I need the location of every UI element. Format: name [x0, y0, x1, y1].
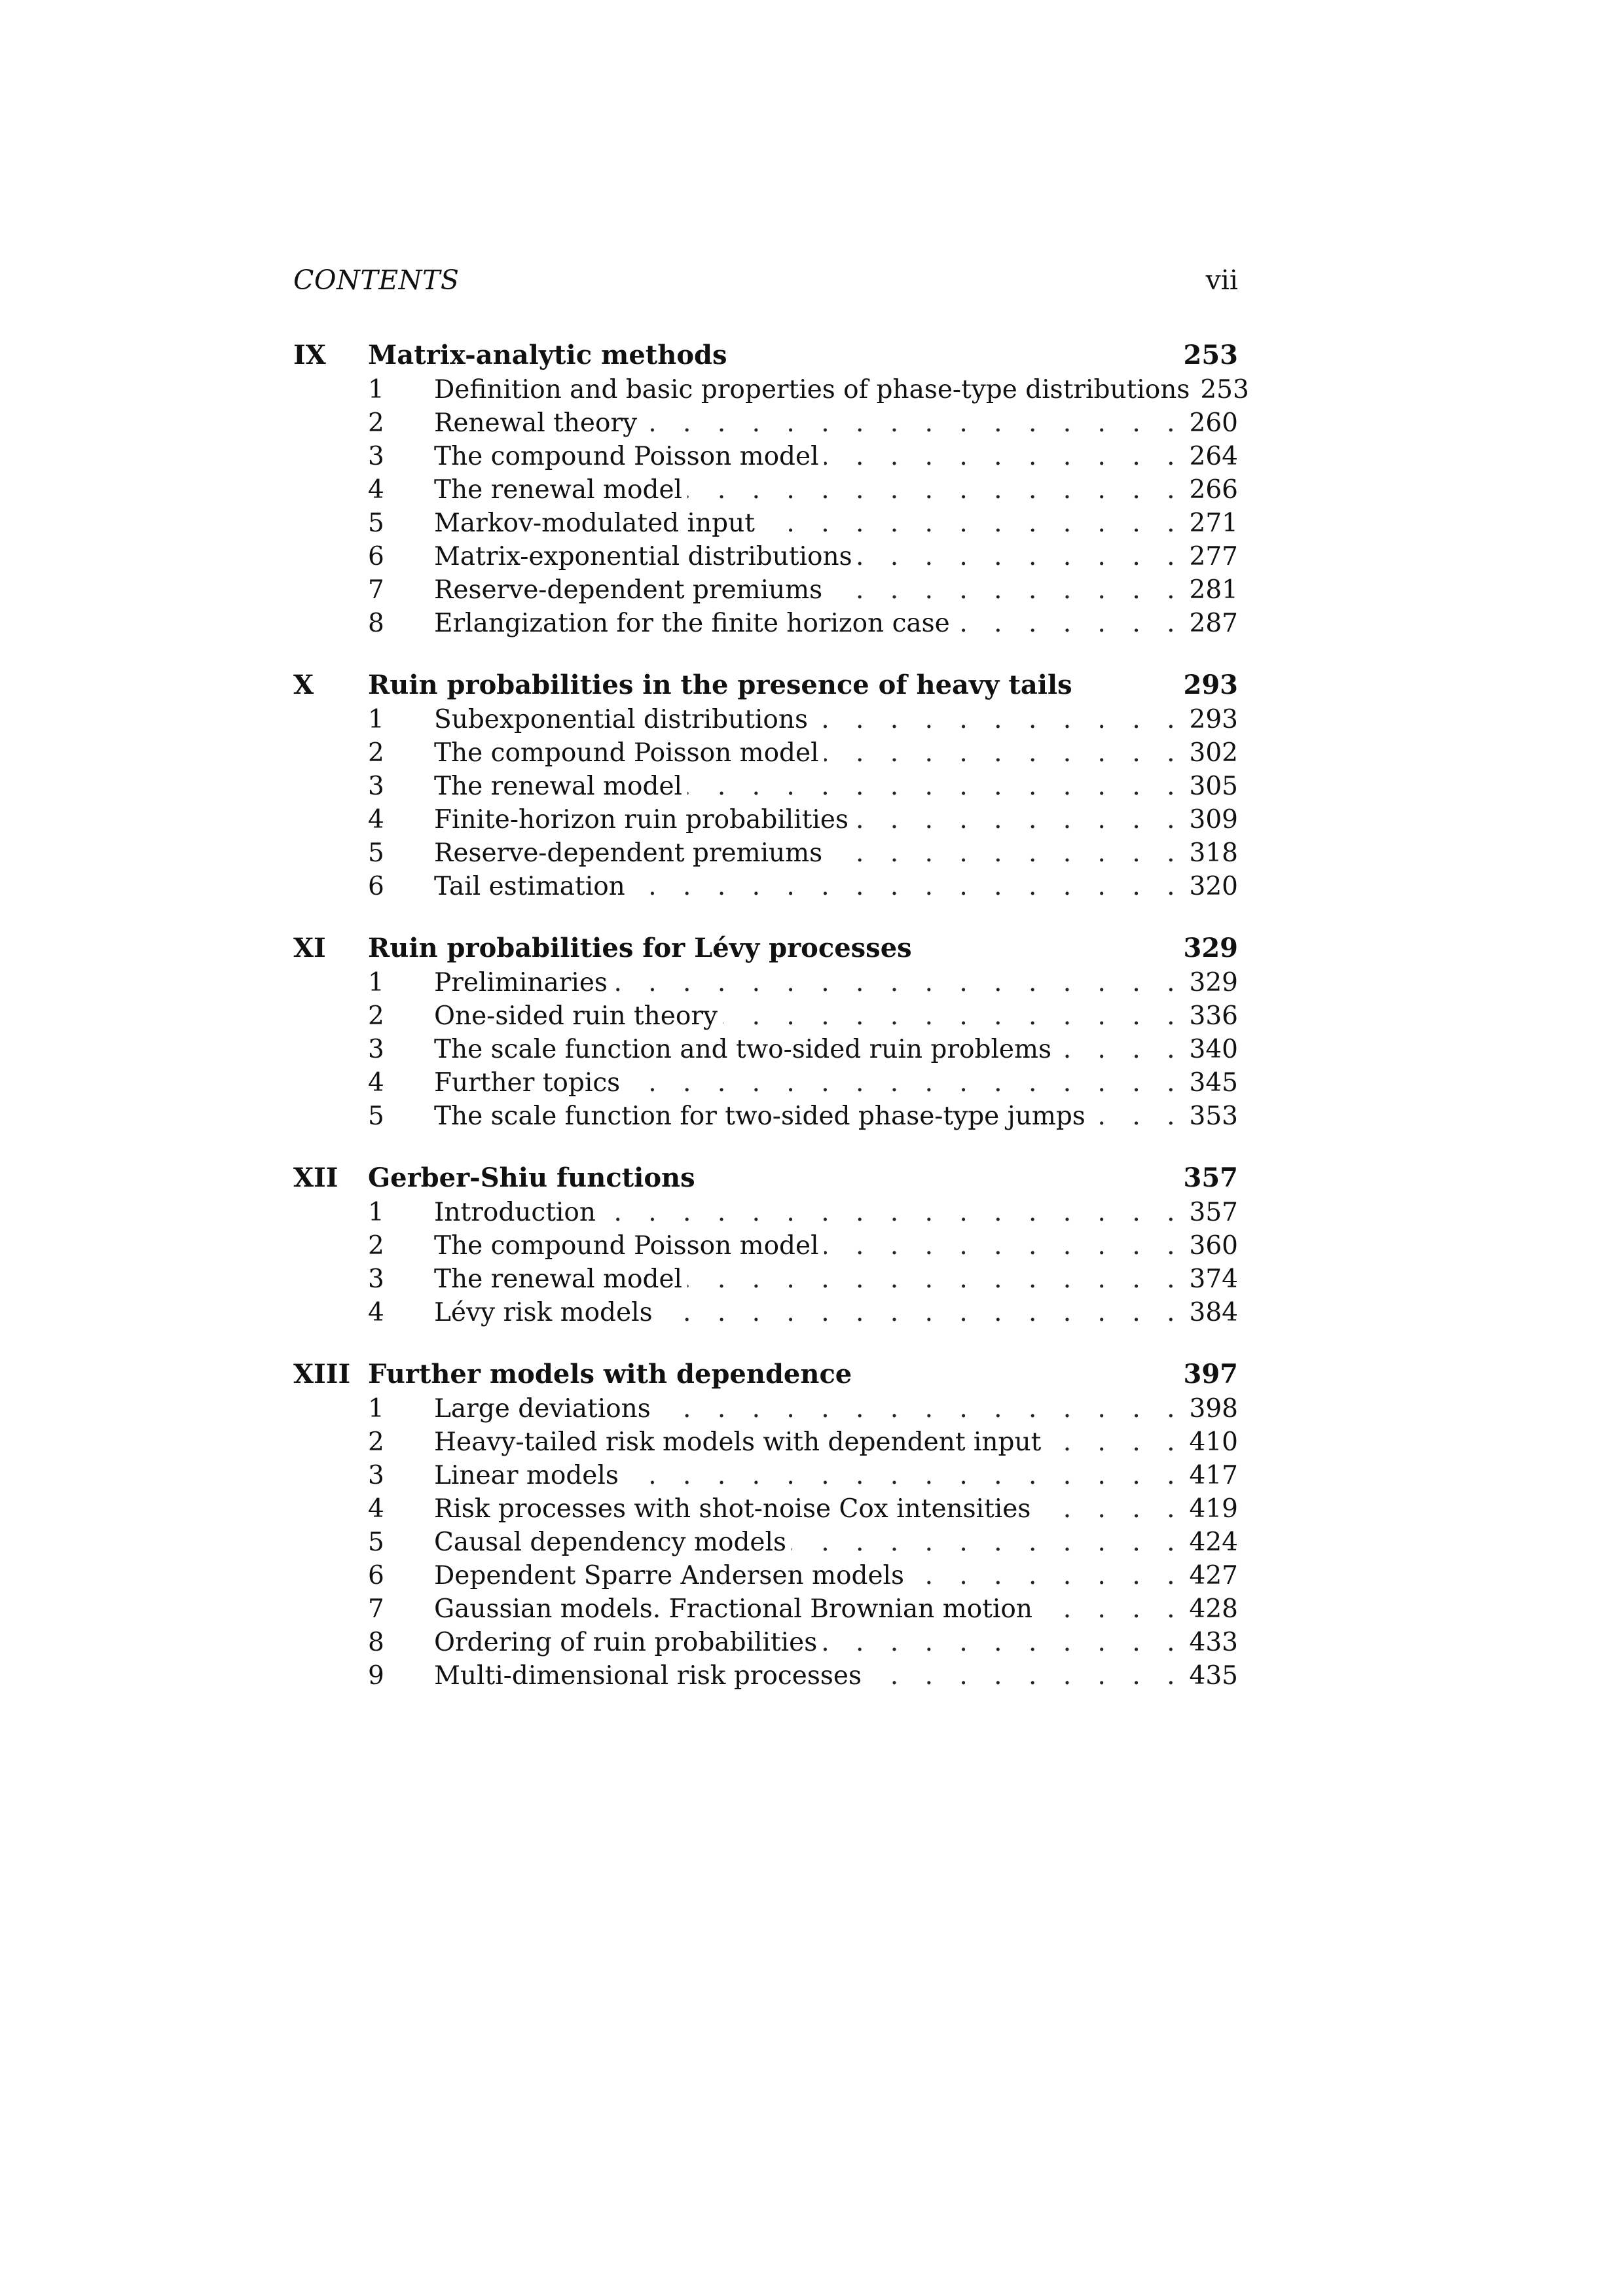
dot-leader	[867, 1659, 1184, 1693]
chapter-title: Further models with dependence	[368, 1359, 852, 1390]
running-head-title: CONTENTS	[293, 264, 460, 296]
chapter-title: Gerber-Shiu functions	[368, 1162, 695, 1193]
toc-section-entry	[293, 1033, 1238, 1066]
section-number: 5	[368, 838, 384, 868]
section-line	[434, 440, 1238, 473]
section-page: 309	[1189, 805, 1238, 834]
toc-section-entry	[293, 1296, 1238, 1329]
dot-leader	[687, 770, 1184, 803]
toc-chapter	[293, 1160, 1238, 1329]
section-number: 4	[368, 805, 384, 834]
section-page: 435	[1189, 1661, 1238, 1691]
dot-leader	[687, 1263, 1184, 1296]
chapter-page: 397	[1183, 1359, 1238, 1390]
section-title: Markov-modulated input	[434, 507, 760, 540]
dot-leader	[658, 1296, 1184, 1329]
dot-leader	[723, 999, 1184, 1033]
section-page: 253	[1200, 375, 1249, 404]
section-number: 3	[368, 1265, 384, 1294]
section-title: Dependent Sparre Andersen models	[434, 1559, 909, 1592]
running-head	[293, 259, 1238, 301]
toc-section-entry	[293, 373, 1249, 406]
section-title: Introduction	[434, 1196, 601, 1229]
section-number: 6	[368, 872, 384, 901]
section-page: 281	[1189, 575, 1238, 605]
toc-section-entry	[293, 1100, 1238, 1133]
dot-leader	[824, 1229, 1184, 1263]
section-line	[434, 1659, 1238, 1693]
section-number: 6	[368, 542, 384, 571]
toc-chapter	[293, 931, 1238, 1133]
section-line	[434, 966, 1238, 999]
section-page: 293	[1189, 705, 1238, 734]
section-number: 3	[368, 1461, 384, 1490]
section-line	[434, 1559, 1238, 1592]
toc-section-entry	[293, 540, 1238, 573]
toc-section-entry	[293, 703, 1238, 736]
section-page: 320	[1189, 872, 1238, 901]
section-title: Reserve-dependent premiums	[434, 573, 828, 607]
section-page: 360	[1189, 1231, 1238, 1261]
section-number: 5	[368, 509, 384, 538]
toc-section-entry	[293, 770, 1238, 803]
chapter-page: 357	[1183, 1162, 1238, 1193]
dot-leader	[909, 1559, 1184, 1592]
section-title: The renewal model	[434, 1263, 687, 1296]
section-page: 398	[1189, 1394, 1238, 1424]
section-number: 3	[368, 442, 384, 471]
section-line	[434, 573, 1238, 607]
chapter-number: XI	[293, 933, 326, 963]
toc-section-entry	[293, 1263, 1238, 1296]
section-title: The compound Poisson model	[434, 440, 824, 473]
section-line	[434, 1492, 1238, 1526]
toc-section-entry	[293, 573, 1238, 607]
section-number: 4	[368, 1068, 384, 1098]
section-title: Renewal theory	[434, 406, 642, 440]
section-title: One-sided ruin theory	[434, 999, 723, 1033]
section-number: 1	[368, 968, 384, 997]
section-number: 3	[368, 1035, 384, 1064]
toc-section-entry	[293, 1196, 1238, 1229]
section-line	[434, 1100, 1238, 1133]
section-number: 9	[368, 1661, 384, 1691]
dot-leader	[1091, 1100, 1184, 1133]
section-title: Further topics	[434, 1066, 625, 1100]
section-page: 264	[1189, 442, 1238, 471]
section-title: Erlangization for the finite horizon case	[434, 607, 955, 640]
section-line	[434, 1229, 1238, 1263]
toc-section-entry	[293, 507, 1238, 540]
section-title: Finite-horizon ruin probabilities	[434, 803, 854, 836]
section-title: The scale function for two-sided phase-type jumps	[434, 1100, 1091, 1133]
section-page: 433	[1189, 1628, 1238, 1657]
section-page: 428	[1189, 1594, 1238, 1624]
section-number: 7	[368, 1594, 384, 1624]
toc-section-entry	[293, 473, 1238, 507]
section-title: Large deviations	[434, 1392, 656, 1426]
section-title: Matrix-exponential distributions	[434, 540, 858, 573]
section-page: 336	[1189, 1001, 1238, 1031]
section-line	[434, 1459, 1238, 1492]
section-line	[434, 870, 1238, 903]
dot-leader	[625, 1066, 1184, 1100]
section-list	[293, 373, 1249, 640]
section-line	[434, 836, 1238, 870]
section-line	[434, 1263, 1238, 1296]
section-line	[434, 540, 1238, 573]
page-number: vii	[1205, 264, 1238, 296]
chapter-title: Ruin probabilities in the presence of heavy tails	[368, 670, 1072, 700]
toc-section-entry	[293, 607, 1238, 640]
section-number: 5	[368, 1102, 384, 1131]
toc-section-entry	[293, 1526, 1238, 1559]
section-title: The compound Poisson model	[434, 736, 824, 770]
section-title: Lévy risk models	[434, 1296, 658, 1329]
section-line	[434, 507, 1238, 540]
chapter-number: XIII	[293, 1359, 351, 1390]
section-title: Definition and basic properties of phase-type distributions	[434, 373, 1195, 406]
section-line	[434, 373, 1249, 406]
section-number: 1	[368, 375, 384, 404]
chapter-title: Matrix-analytic methods	[368, 340, 727, 370]
toc-section-entry	[293, 1492, 1238, 1526]
section-page: 353	[1189, 1102, 1238, 1131]
section-number: 2	[368, 1001, 384, 1031]
table-of-contents	[293, 338, 1249, 1720]
dot-leader	[613, 966, 1184, 999]
dot-leader	[687, 473, 1184, 507]
chapter-page: 253	[1183, 340, 1238, 370]
section-number: 6	[368, 1561, 384, 1590]
dot-leader	[630, 870, 1184, 903]
chapter-heading	[293, 1357, 1238, 1392]
section-line	[434, 703, 1238, 736]
section-page: 419	[1189, 1494, 1238, 1524]
section-page: 384	[1189, 1298, 1238, 1327]
chapter-page: 329	[1183, 933, 1238, 963]
section-number: 4	[368, 475, 384, 505]
chapter-heading	[293, 1160, 1238, 1196]
section-page: 329	[1189, 968, 1238, 997]
section-line	[434, 607, 1238, 640]
section-number: 8	[368, 609, 384, 638]
section-number: 1	[368, 1198, 384, 1227]
section-page: 260	[1189, 408, 1238, 438]
section-number: 4	[368, 1494, 384, 1524]
section-number: 7	[368, 575, 384, 605]
toc-section-entry	[293, 803, 1238, 836]
section-number: 1	[368, 705, 384, 734]
dot-leader	[813, 703, 1184, 736]
section-line	[434, 1033, 1238, 1066]
section-line	[434, 1526, 1238, 1559]
section-page: 374	[1189, 1265, 1238, 1294]
chapter-title: Ruin probabilities for Lévy processes	[368, 933, 912, 963]
section-line	[434, 1296, 1238, 1329]
section-line	[434, 999, 1238, 1033]
section-line	[434, 1626, 1238, 1659]
section-page: 318	[1189, 838, 1238, 868]
chapter-heading	[293, 338, 1238, 373]
section-title: Ordering of ruin probabilities	[434, 1626, 822, 1659]
section-list	[293, 1392, 1238, 1693]
toc-section-entry	[293, 836, 1238, 870]
section-number: 3	[368, 772, 384, 801]
dot-leader	[858, 540, 1184, 573]
dot-leader	[828, 573, 1184, 607]
section-page: 424	[1189, 1528, 1238, 1557]
section-page: 345	[1189, 1068, 1238, 1098]
chapter-heading	[293, 931, 1238, 966]
section-line	[434, 736, 1238, 770]
toc-section-entry	[293, 1066, 1238, 1100]
toc-section-entry	[293, 736, 1238, 770]
toc-section-entry	[293, 1626, 1238, 1659]
section-page: 340	[1189, 1035, 1238, 1064]
section-title: Multi-dimensional risk processes	[434, 1659, 867, 1693]
dot-leader	[760, 507, 1184, 540]
section-title: The renewal model	[434, 770, 687, 803]
section-page: 287	[1189, 609, 1238, 638]
section-number: 4	[368, 1298, 384, 1327]
section-line	[434, 1392, 1238, 1426]
dot-leader	[656, 1392, 1184, 1426]
section-page: 277	[1189, 542, 1238, 571]
section-page: 417	[1189, 1461, 1238, 1490]
dot-leader	[624, 1459, 1184, 1492]
toc-section-entry	[293, 1426, 1238, 1459]
toc-chapter	[293, 668, 1238, 903]
section-title: Risk processes with shot-noise Cox intensities	[434, 1492, 1036, 1526]
section-list	[293, 966, 1238, 1133]
section-number: 1	[368, 1394, 384, 1424]
toc-section-entry	[293, 1459, 1238, 1492]
toc-section-entry	[293, 440, 1238, 473]
section-number: 2	[368, 738, 384, 768]
section-page: 302	[1189, 738, 1238, 768]
section-line	[434, 803, 1238, 836]
toc-section-entry	[293, 966, 1238, 999]
section-line	[434, 406, 1238, 440]
section-line	[434, 1196, 1238, 1229]
dot-leader	[824, 440, 1184, 473]
section-title: Gaussian models. Fractional Brownian motion	[434, 1592, 1038, 1626]
dot-leader	[824, 736, 1184, 770]
chapter-heading	[293, 668, 1238, 703]
section-page: 305	[1189, 772, 1238, 801]
dot-leader	[601, 1196, 1184, 1229]
section-title: The renewal model	[434, 473, 687, 507]
dot-leader	[955, 607, 1184, 640]
toc-section-entry	[293, 406, 1238, 440]
toc-section-entry	[293, 1392, 1238, 1426]
dot-leader	[1038, 1592, 1184, 1626]
chapter-number: XII	[293, 1162, 338, 1193]
toc-chapter	[293, 1357, 1238, 1693]
chapter-number: X	[293, 670, 314, 700]
toc-section-entry	[293, 1592, 1238, 1626]
section-page: 410	[1189, 1427, 1238, 1457]
section-number: 8	[368, 1628, 384, 1657]
section-title: Tail estimation	[434, 870, 630, 903]
section-number: 2	[368, 408, 384, 438]
section-number: 2	[368, 1231, 384, 1261]
section-title: Subexponential distributions	[434, 703, 813, 736]
toc-section-entry	[293, 999, 1238, 1033]
dot-leader	[1046, 1426, 1184, 1459]
section-title: The scale function and two-sided ruin problems	[434, 1033, 1057, 1066]
chapter-page: 293	[1183, 670, 1238, 700]
section-page: 271	[1189, 509, 1238, 538]
section-line	[434, 770, 1238, 803]
section-number: 5	[368, 1528, 384, 1557]
chapter-number: IX	[293, 340, 326, 370]
toc-section-entry	[293, 870, 1238, 903]
section-line	[434, 1066, 1238, 1100]
section-page: 357	[1189, 1198, 1238, 1227]
section-number: 2	[368, 1427, 384, 1457]
section-list	[293, 1196, 1238, 1329]
toc-section-entry	[293, 1659, 1238, 1693]
section-line	[434, 1426, 1238, 1459]
section-title: Reserve-dependent premiums	[434, 836, 828, 870]
dot-leader	[828, 836, 1184, 870]
section-list	[293, 703, 1238, 903]
section-title: Preliminaries	[434, 966, 613, 999]
dot-leader	[1036, 1492, 1184, 1526]
toc-section-entry	[293, 1559, 1238, 1592]
dot-leader	[642, 406, 1184, 440]
section-line	[434, 473, 1238, 507]
section-page: 266	[1189, 475, 1238, 505]
toc-chapter	[293, 338, 1249, 640]
section-line	[434, 1592, 1238, 1626]
section-title: Causal dependency models	[434, 1526, 792, 1559]
dot-leader	[822, 1626, 1184, 1659]
dot-leader	[792, 1526, 1184, 1559]
dot-leader	[1057, 1033, 1184, 1066]
toc-section-entry	[293, 1229, 1238, 1263]
section-page: 427	[1189, 1561, 1238, 1590]
section-title: Linear models	[434, 1459, 624, 1492]
dot-leader	[854, 803, 1184, 836]
section-title: Heavy-tailed risk models with dependent input	[434, 1426, 1046, 1459]
section-title: The compound Poisson model	[434, 1229, 824, 1263]
